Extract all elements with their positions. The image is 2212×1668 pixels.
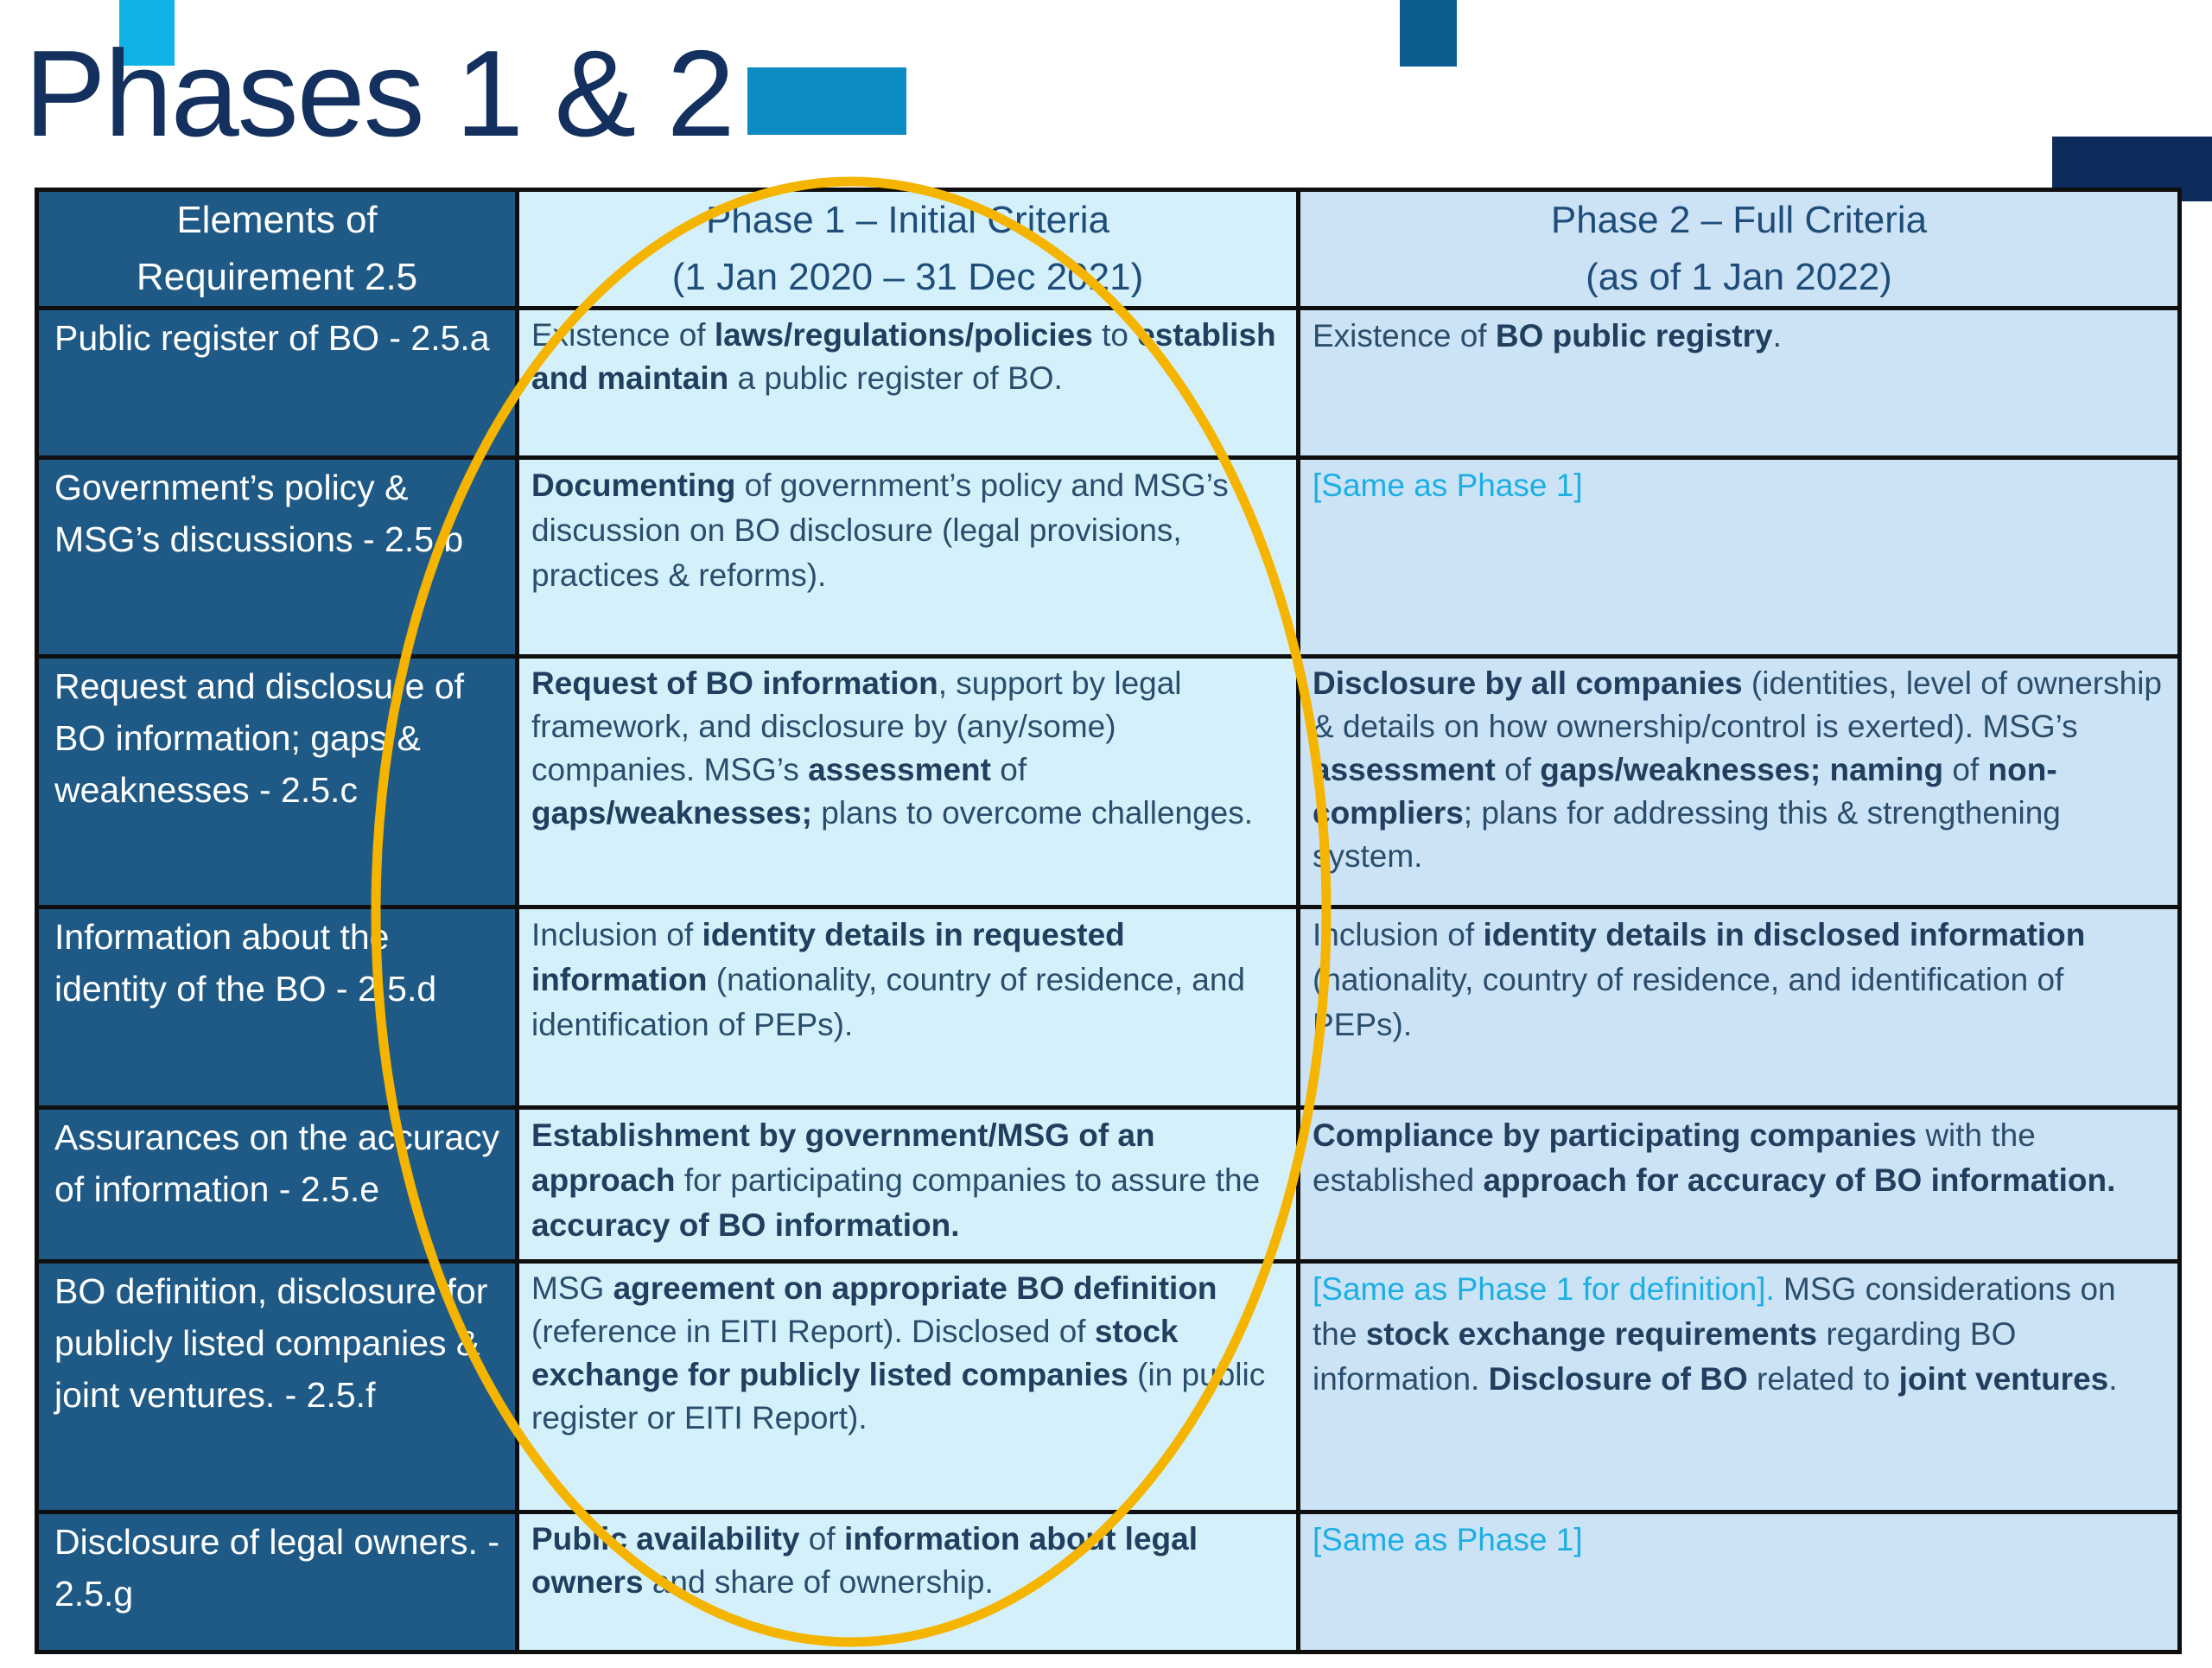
accent-block-dark-top bbox=[1400, 0, 1457, 67]
text-run: , support by legal framework, and disclosure by (any/some) companies. MSG’s bbox=[531, 665, 1182, 787]
phase-1-cell bbox=[518, 1108, 1299, 1262]
bold-text-run: Disclosure by all companies bbox=[1313, 665, 1743, 701]
text-run: (in public register or EITI Report). bbox=[531, 1357, 1266, 1436]
header-phase-1-line2: (1 Jan 2020 – 31 Dec 2021) bbox=[671, 256, 1144, 298]
text-run: MSG bbox=[531, 1270, 613, 1306]
bold-text-run: assessment bbox=[1313, 752, 1496, 787]
element-cell: Request and disclosure of BO information; gaps & weaknesses - 2.5.c bbox=[37, 657, 518, 907]
accent-block-blue bbox=[747, 67, 906, 135]
text-run: of bbox=[990, 752, 1027, 787]
text-run: related to bbox=[1747, 1361, 1899, 1397]
bold-text-run: identity details in disclosed information bbox=[1483, 917, 2086, 952]
bold-text-run: Request of BO information bbox=[531, 665, 938, 701]
phase-1-cell bbox=[518, 657, 1299, 907]
bold-text-run: accuracy of BO information. bbox=[531, 1207, 960, 1243]
bold-text-run: information about legal owners bbox=[531, 1521, 1198, 1600]
phase-2-cell bbox=[1299, 1512, 2180, 1652]
text-run: of bbox=[1943, 752, 1988, 787]
phase-2-cell bbox=[1299, 907, 2180, 1108]
text-run: (reference in EITI Report). Disclosed of bbox=[531, 1314, 1095, 1349]
bold-text-run: BO public registry bbox=[1495, 318, 1773, 353]
text-run: . bbox=[2108, 1361, 2118, 1397]
bold-text-run: assessment bbox=[808, 752, 991, 787]
table-row bbox=[37, 1262, 2180, 1512]
table-row bbox=[37, 309, 2180, 458]
element-cell: Public register of BO - 2.5.a bbox=[37, 309, 518, 458]
element-cell: Assurances on the accuracy of information - 2.5.e bbox=[37, 1108, 518, 1262]
bold-text-run: stock exchange for publicly listed companies bbox=[531, 1314, 1179, 1392]
bold-text-run: establish and maintain bbox=[531, 317, 1276, 396]
text-run: (identities, level of ownership & details on how ownership/control is exerted). MSG’s bbox=[1313, 665, 2162, 744]
table-row bbox=[37, 657, 2180, 907]
text-run: regarding BO information. bbox=[1313, 1316, 2017, 1397]
text-run: (nationality, country of residence, and identification of PEPs). bbox=[1313, 962, 2064, 1042]
text-run: and share of ownership. bbox=[643, 1564, 994, 1600]
bold-text-run: joint ventures bbox=[1898, 1361, 2109, 1397]
phase-1-cell bbox=[518, 1512, 1299, 1652]
header-phase-2-line2: (as of 1 Jan 2022) bbox=[1586, 256, 1892, 298]
text-run: (nationality, country of residence, and identification of PEPs). bbox=[531, 962, 1245, 1042]
header-elements-line1: Elements of bbox=[176, 199, 378, 241]
bold-text-run: Compliance by participating companies bbox=[1313, 1117, 1917, 1153]
text-run: MSG considerations on the bbox=[1313, 1271, 2116, 1352]
text-run: Inclusion of bbox=[1313, 917, 1484, 952]
requirements-table bbox=[35, 188, 2182, 1654]
phase-2-cell bbox=[1299, 1262, 2180, 1512]
text-run: Inclusion of bbox=[531, 917, 702, 952]
phase-2-cell bbox=[1299, 309, 2180, 458]
bold-text-run: identity details in requested information bbox=[531, 917, 1125, 997]
table-row bbox=[37, 907, 2180, 1108]
table-header-row bbox=[37, 190, 2180, 309]
text-run: of bbox=[799, 1521, 844, 1557]
same-as-phase-note: [Same as Phase 1 for definition]. bbox=[1313, 1271, 1775, 1307]
bold-text-run: non-compliers bbox=[1313, 752, 2057, 831]
table-row bbox=[37, 1108, 2180, 1262]
element-cell: Disclosure of legal owners. - 2.5.g bbox=[37, 1512, 518, 1652]
table-row bbox=[37, 458, 2180, 657]
header-elements-line2: Requirement 2.5 bbox=[136, 256, 418, 298]
phase-1-cell bbox=[518, 1262, 1299, 1512]
text-run: of government’s policy and MSG’s discussion on BO disclosure (legal provisions, practices & reforms). bbox=[531, 468, 1229, 593]
phase-1-cell bbox=[518, 309, 1299, 458]
element-cell: Government’s policy & MSG’s discussions - 2.5.b bbox=[37, 458, 518, 657]
header-elements bbox=[37, 190, 518, 309]
header-phase-1 bbox=[518, 190, 1299, 309]
bold-text-run: naming bbox=[1829, 752, 1944, 787]
phase-1-cell bbox=[518, 907, 1299, 1108]
phase-2-cell bbox=[1299, 1108, 2180, 1262]
bold-text-run: gaps/weaknesses; bbox=[1540, 752, 1821, 787]
header-phase-2-line1: Phase 2 – Full Criteria bbox=[1550, 199, 1928, 241]
bold-text-run: laws/regulations/policies bbox=[714, 317, 1093, 353]
text-run: for participating companies to assure the bbox=[675, 1162, 1261, 1198]
phase-1-cell bbox=[518, 458, 1299, 657]
page-title: Phases 1 & 2 bbox=[24, 25, 734, 162]
bold-text-run: Public availability bbox=[531, 1521, 800, 1557]
header-phase-2 bbox=[1299, 190, 2180, 309]
text-run: to bbox=[1092, 317, 1138, 353]
header-phase-1-line1: Phase 1 – Initial Criteria bbox=[705, 199, 1110, 241]
bold-text-run: Disclosure of BO bbox=[1488, 1361, 1748, 1397]
same-as-phase-note: [Same as Phase 1] bbox=[1313, 1522, 1583, 1557]
phase-2-cell bbox=[1299, 458, 2180, 657]
text-run bbox=[1821, 752, 1829, 787]
bold-text-run: Establishment by government/MSG of an approach bbox=[531, 1117, 1155, 1198]
text-run: plans to overcome challenges. bbox=[811, 795, 1254, 831]
text-run: with the established bbox=[1313, 1117, 2036, 1198]
bold-text-run: gaps/weaknesses; bbox=[531, 795, 812, 831]
element-cell: BO definition, disclosure for publicly listed companies & joint ventures. - 2.5.f bbox=[37, 1262, 518, 1512]
phase-2-cell bbox=[1299, 657, 2180, 907]
text-run: . bbox=[1772, 318, 1782, 353]
bold-text-run: Documenting bbox=[531, 468, 736, 503]
bold-text-run: agreement on appropriate BO definition bbox=[613, 1270, 1217, 1306]
table-row bbox=[37, 1512, 2180, 1652]
text-run: a public register of BO. bbox=[728, 360, 1063, 396]
bold-text-run: approach for accuracy of BO information. bbox=[1483, 1162, 2116, 1198]
text-run: Existence of bbox=[531, 317, 715, 353]
text-run: ; plans for addressing this & strengthening system. bbox=[1313, 795, 2061, 874]
text-run: of bbox=[1495, 752, 1541, 787]
same-as-phase-note: [Same as Phase 1] bbox=[1313, 468, 1583, 503]
text-run: Existence of bbox=[1313, 318, 1496, 353]
bold-text-run: stock exchange requirements bbox=[1365, 1316, 1818, 1352]
element-cell: Information about the identity of the BO - 2.5.d bbox=[37, 907, 518, 1108]
